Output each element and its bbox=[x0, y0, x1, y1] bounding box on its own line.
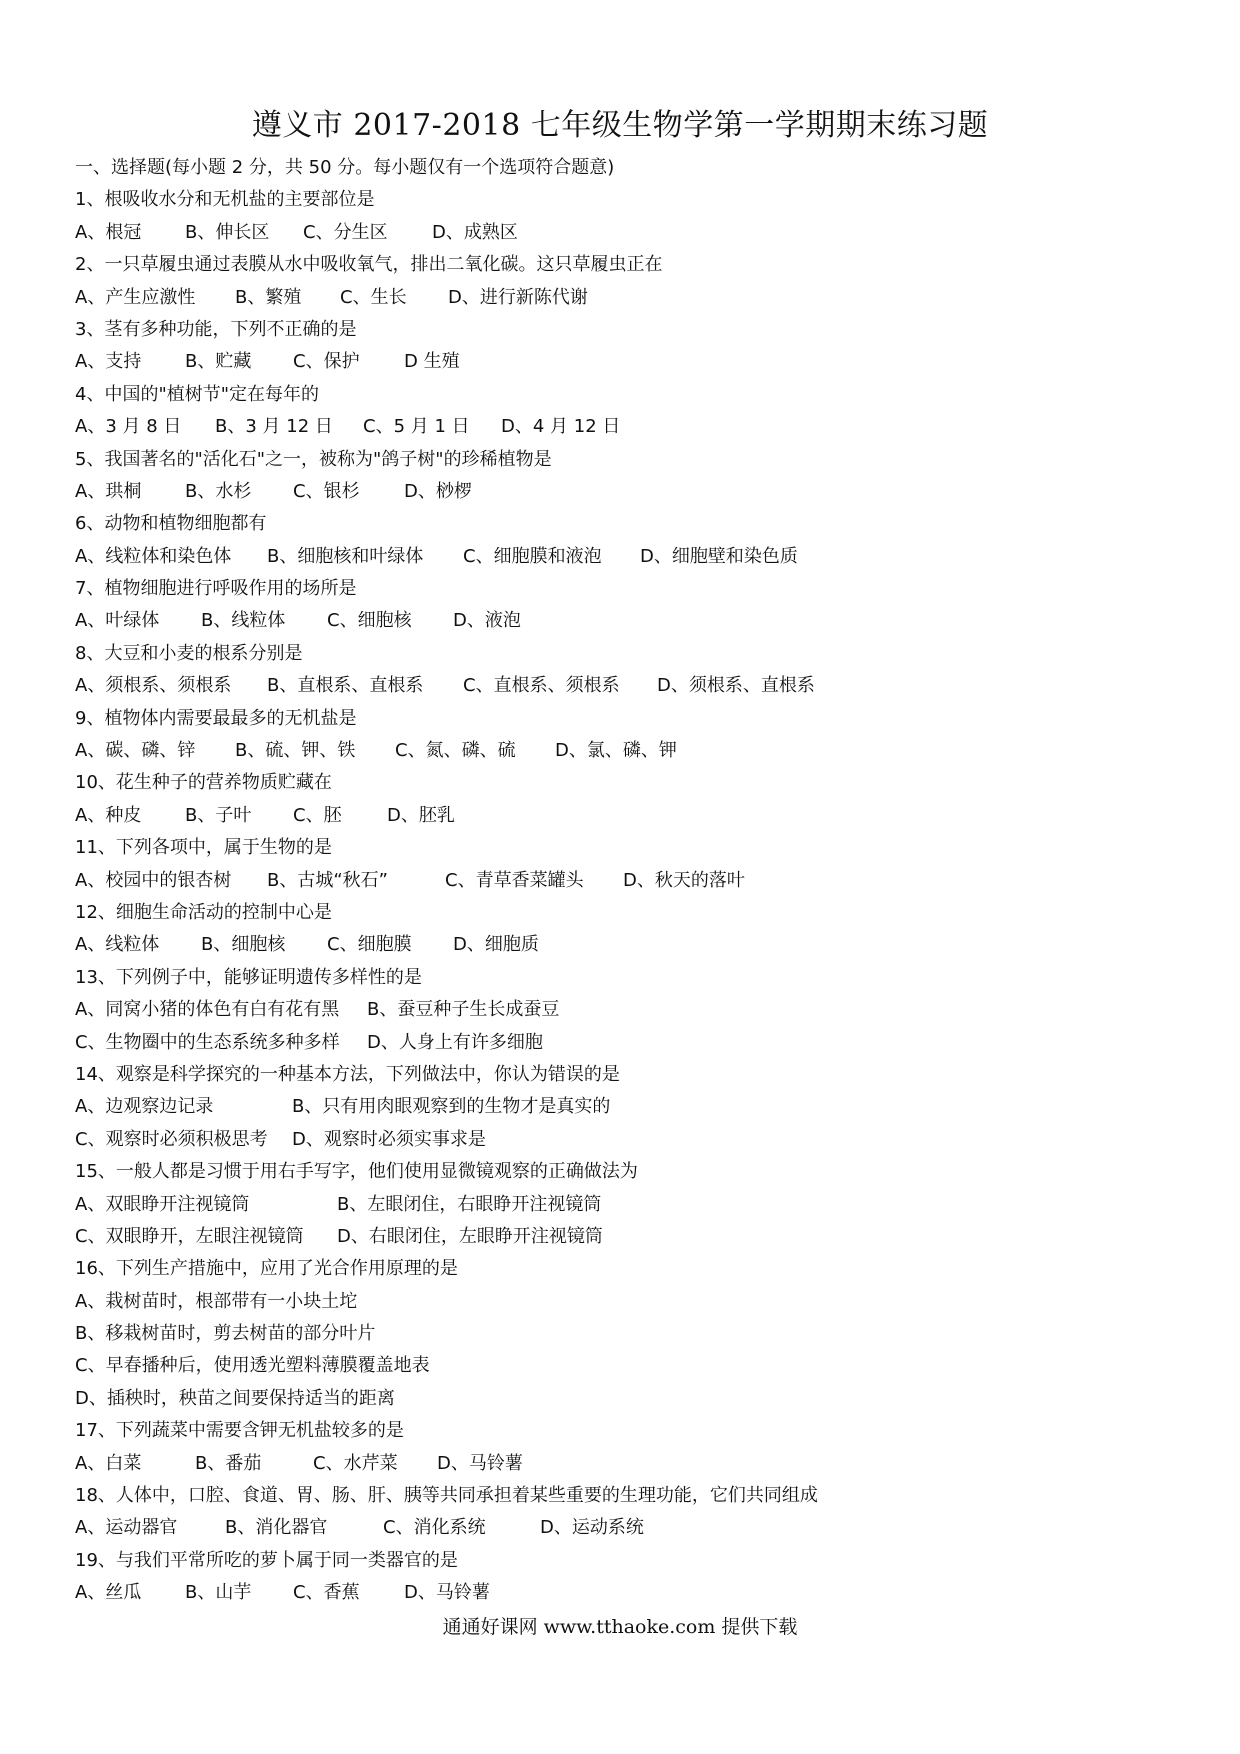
question-text: 18、人体中，口腔、食道、胃、肠、肝、胰等共同承担着某些重要的生理功能，它们共同组成 bbox=[75, 1485, 818, 1507]
question-text: 19、与我们平常所吃的萝卜属于同一类器官的是 bbox=[75, 1549, 458, 1571]
question-text: 6、动物和植物细胞都有 bbox=[75, 513, 267, 535]
option-row bbox=[75, 1221, 1175, 1253]
option-row bbox=[75, 541, 1175, 573]
question-text: 3、茎有多种功能，下列不正确的是 bbox=[75, 318, 357, 340]
option-b: B、硫、钾、铁 bbox=[235, 740, 356, 762]
option-d: D、秋天的落叶 bbox=[623, 869, 745, 891]
option-row bbox=[75, 1577, 1175, 1609]
option-c: C、双眼睁开，左眼注视镜筒 bbox=[75, 1225, 304, 1247]
question-text: 8、大豆和小麦的根系分别是 bbox=[75, 642, 303, 664]
option-d: D 生殖 bbox=[404, 351, 460, 373]
option-b: B、伸长区 bbox=[185, 221, 270, 243]
option-c: C、水芹菜 bbox=[313, 1452, 398, 1474]
question-text: 10、花生种子的营养物质贮藏在 bbox=[75, 772, 332, 794]
option-c: C、细胞膜 bbox=[327, 934, 412, 956]
option-row bbox=[75, 346, 1175, 378]
option-row bbox=[75, 865, 1175, 897]
question-text: 2、一只草履虫通过表膜从水中吸收氧气，排出二氧化碳。这只草履虫正在 bbox=[75, 254, 663, 276]
option-d: D、运动系统 bbox=[540, 1517, 644, 1539]
page-title: 遵义市 2017-2018 七年级生物学第一学期期末练习题 bbox=[251, 108, 989, 143]
question-text: 9、植物体内需要最最多的无机盐是 bbox=[75, 707, 357, 729]
option-d: D、液泡 bbox=[453, 610, 521, 632]
option-d: D、4 月 12 日 bbox=[501, 416, 621, 438]
option-c: C、香蕉 bbox=[293, 1582, 360, 1604]
question-list bbox=[75, 152, 1175, 1610]
question-text: 16、下列生产措施中，应用了光合作用原理的是 bbox=[75, 1258, 458, 1280]
option-row bbox=[75, 411, 1175, 443]
option-row bbox=[75, 994, 1175, 1026]
option-a: A、丝瓜 bbox=[75, 1582, 142, 1604]
option-d: D、观察时必须实事求是 bbox=[292, 1128, 486, 1150]
option-c: C、生长 bbox=[340, 286, 407, 308]
option-a: A、3 月 8 日 bbox=[75, 416, 182, 438]
option-row bbox=[75, 1124, 1175, 1156]
section-heading: 一、选择题(每小题 2 分，共 50 分。每小题仅有一个选项符合题意) bbox=[75, 157, 615, 178]
option-row bbox=[75, 1512, 1175, 1544]
option-b: B、左眼闭住，右眼睁开注视镜筒 bbox=[337, 1193, 602, 1215]
option-row bbox=[75, 1027, 1175, 1059]
option-b: B、山芋 bbox=[185, 1582, 252, 1604]
option-c: C、胚 bbox=[293, 804, 342, 826]
option-row bbox=[75, 605, 1175, 637]
option-c: C、氮、磷、硫 bbox=[395, 740, 516, 762]
option-a: A、线粒体和染色体 bbox=[75, 545, 232, 567]
question-text: 1、根吸收水分和无机盐的主要部位是 bbox=[75, 189, 375, 211]
option-row bbox=[75, 735, 1175, 767]
option-c: C、细胞核 bbox=[327, 610, 412, 632]
option-b: B、细胞核 bbox=[201, 934, 286, 956]
option-row bbox=[75, 1091, 1175, 1123]
option-b: B、直根系、直根系 bbox=[267, 675, 424, 697]
page-footer: 通通好课网 www.tthaoke.com 提供下载 bbox=[442, 1616, 798, 1638]
question-text: 11、下列各项中，属于生物的是 bbox=[75, 837, 332, 859]
question-text: 7、植物细胞进行呼吸作用的场所是 bbox=[75, 578, 357, 600]
option-b: B、移栽树苗时，剪去树苗的部分叶片 bbox=[75, 1323, 376, 1345]
question-text: 5、我国著名的"活化石"之一，被称为"鸽子树"的珍稀植物是 bbox=[75, 448, 552, 470]
option-a: A、运动器官 bbox=[75, 1517, 178, 1539]
option-a: A、根冠 bbox=[75, 221, 142, 243]
option-b: B、线粒体 bbox=[201, 610, 286, 632]
option-c: C、5 月 1 日 bbox=[363, 416, 470, 438]
option-a: A、须根系、须根系 bbox=[75, 675, 232, 697]
option-d: D、插秧时，秧苗之间要保持适当的距离 bbox=[75, 1387, 395, 1409]
option-d: D、人身上有许多细胞 bbox=[367, 1031, 543, 1053]
option-a: A、线粒体 bbox=[75, 934, 160, 956]
question-text: 14、观察是科学探究的一种基本方法，下列做法中，你认为错误的是 bbox=[75, 1063, 620, 1085]
option-c: C、消化系统 bbox=[383, 1517, 486, 1539]
option-d: D、进行新陈代谢 bbox=[448, 286, 588, 308]
question-text: 17、下列蔬菜中需要含钾无机盐较多的是 bbox=[75, 1420, 404, 1442]
option-row bbox=[75, 217, 1175, 249]
option-a: A、栽树苗时，根部带有一小块土坨 bbox=[75, 1290, 358, 1312]
option-d: D、右眼闭住，左眼睁开注视镜筒 bbox=[337, 1225, 603, 1247]
option-d: D、成熟区 bbox=[432, 221, 518, 243]
option-b: B、繁殖 bbox=[235, 286, 302, 308]
option-row bbox=[75, 476, 1175, 508]
option-row bbox=[75, 1189, 1175, 1221]
option-a: A、产生应激性 bbox=[75, 286, 196, 308]
option-c: C、银杉 bbox=[293, 480, 360, 502]
option-a: A、叶绿体 bbox=[75, 610, 160, 632]
option-c: C、青草香菜罐头 bbox=[445, 869, 584, 891]
option-c: C、保护 bbox=[293, 351, 360, 373]
option-row bbox=[75, 800, 1175, 832]
option-a: A、碳、磷、锌 bbox=[75, 740, 196, 762]
option-c: C、早春播种后，使用透光塑料薄膜覆盖地表 bbox=[75, 1355, 430, 1377]
option-c: C、生物圈中的生态系统多种多样 bbox=[75, 1031, 340, 1053]
option-c: C、直根系、须根系 bbox=[463, 675, 620, 697]
option-d: D、马铃薯 bbox=[404, 1582, 490, 1604]
option-b: B、蚕豆种子生长成蚕豆 bbox=[367, 999, 560, 1021]
option-d: D、桫椤 bbox=[404, 480, 472, 502]
option-a: A、种皮 bbox=[75, 804, 142, 826]
option-c: C、观察时必须积极思考 bbox=[75, 1128, 268, 1150]
option-row bbox=[75, 282, 1175, 314]
option-c: C、分生区 bbox=[303, 221, 388, 243]
option-row bbox=[75, 1448, 1175, 1480]
question-text: 13、下列例子中，能够证明遗传多样性的是 bbox=[75, 966, 422, 988]
option-b: B、细胞核和叶绿体 bbox=[267, 545, 424, 567]
question-text: 4、中国的"植树节"定在每年的 bbox=[75, 383, 320, 405]
option-b: B、古城“秋石” bbox=[267, 869, 388, 891]
option-b: B、贮藏 bbox=[185, 351, 252, 373]
option-a: A、支持 bbox=[75, 351, 142, 373]
option-b: B、番茄 bbox=[195, 1452, 262, 1474]
question-text: 12、细胞生命活动的控制中心是 bbox=[75, 901, 332, 923]
question-text: 15、一般人都是习惯于用右手写字，他们使用显微镜观察的正确做法为 bbox=[75, 1161, 638, 1183]
option-a: A、白菜 bbox=[75, 1452, 142, 1474]
option-b: B、水杉 bbox=[185, 480, 252, 502]
option-d: D、须根系、直根系 bbox=[657, 675, 815, 697]
option-a: A、边观察边记录 bbox=[75, 1096, 214, 1118]
option-b: B、3 月 12 日 bbox=[215, 416, 333, 438]
option-d: D、马铃薯 bbox=[437, 1452, 523, 1474]
option-a: A、同窝小猪的体色有白有花有黑 bbox=[75, 999, 340, 1021]
option-a: A、双眼睁开注视镜筒 bbox=[75, 1193, 250, 1215]
option-d: D、氯、磷、钾 bbox=[555, 740, 677, 762]
option-b: B、只有用肉眼观察到的生物才是真实的 bbox=[292, 1096, 611, 1118]
option-c: C、细胞膜和液泡 bbox=[463, 545, 602, 567]
option-a: A、珙桐 bbox=[75, 480, 142, 502]
option-b: B、消化器官 bbox=[225, 1517, 328, 1539]
option-d: D、细胞壁和染色质 bbox=[640, 545, 798, 567]
option-b: B、子叶 bbox=[185, 804, 252, 826]
option-d: D、细胞质 bbox=[453, 934, 539, 956]
option-row bbox=[75, 670, 1175, 702]
option-row bbox=[75, 929, 1175, 961]
option-a: A、校园中的银杏树 bbox=[75, 869, 232, 891]
option-d: D、胚乳 bbox=[387, 804, 455, 826]
